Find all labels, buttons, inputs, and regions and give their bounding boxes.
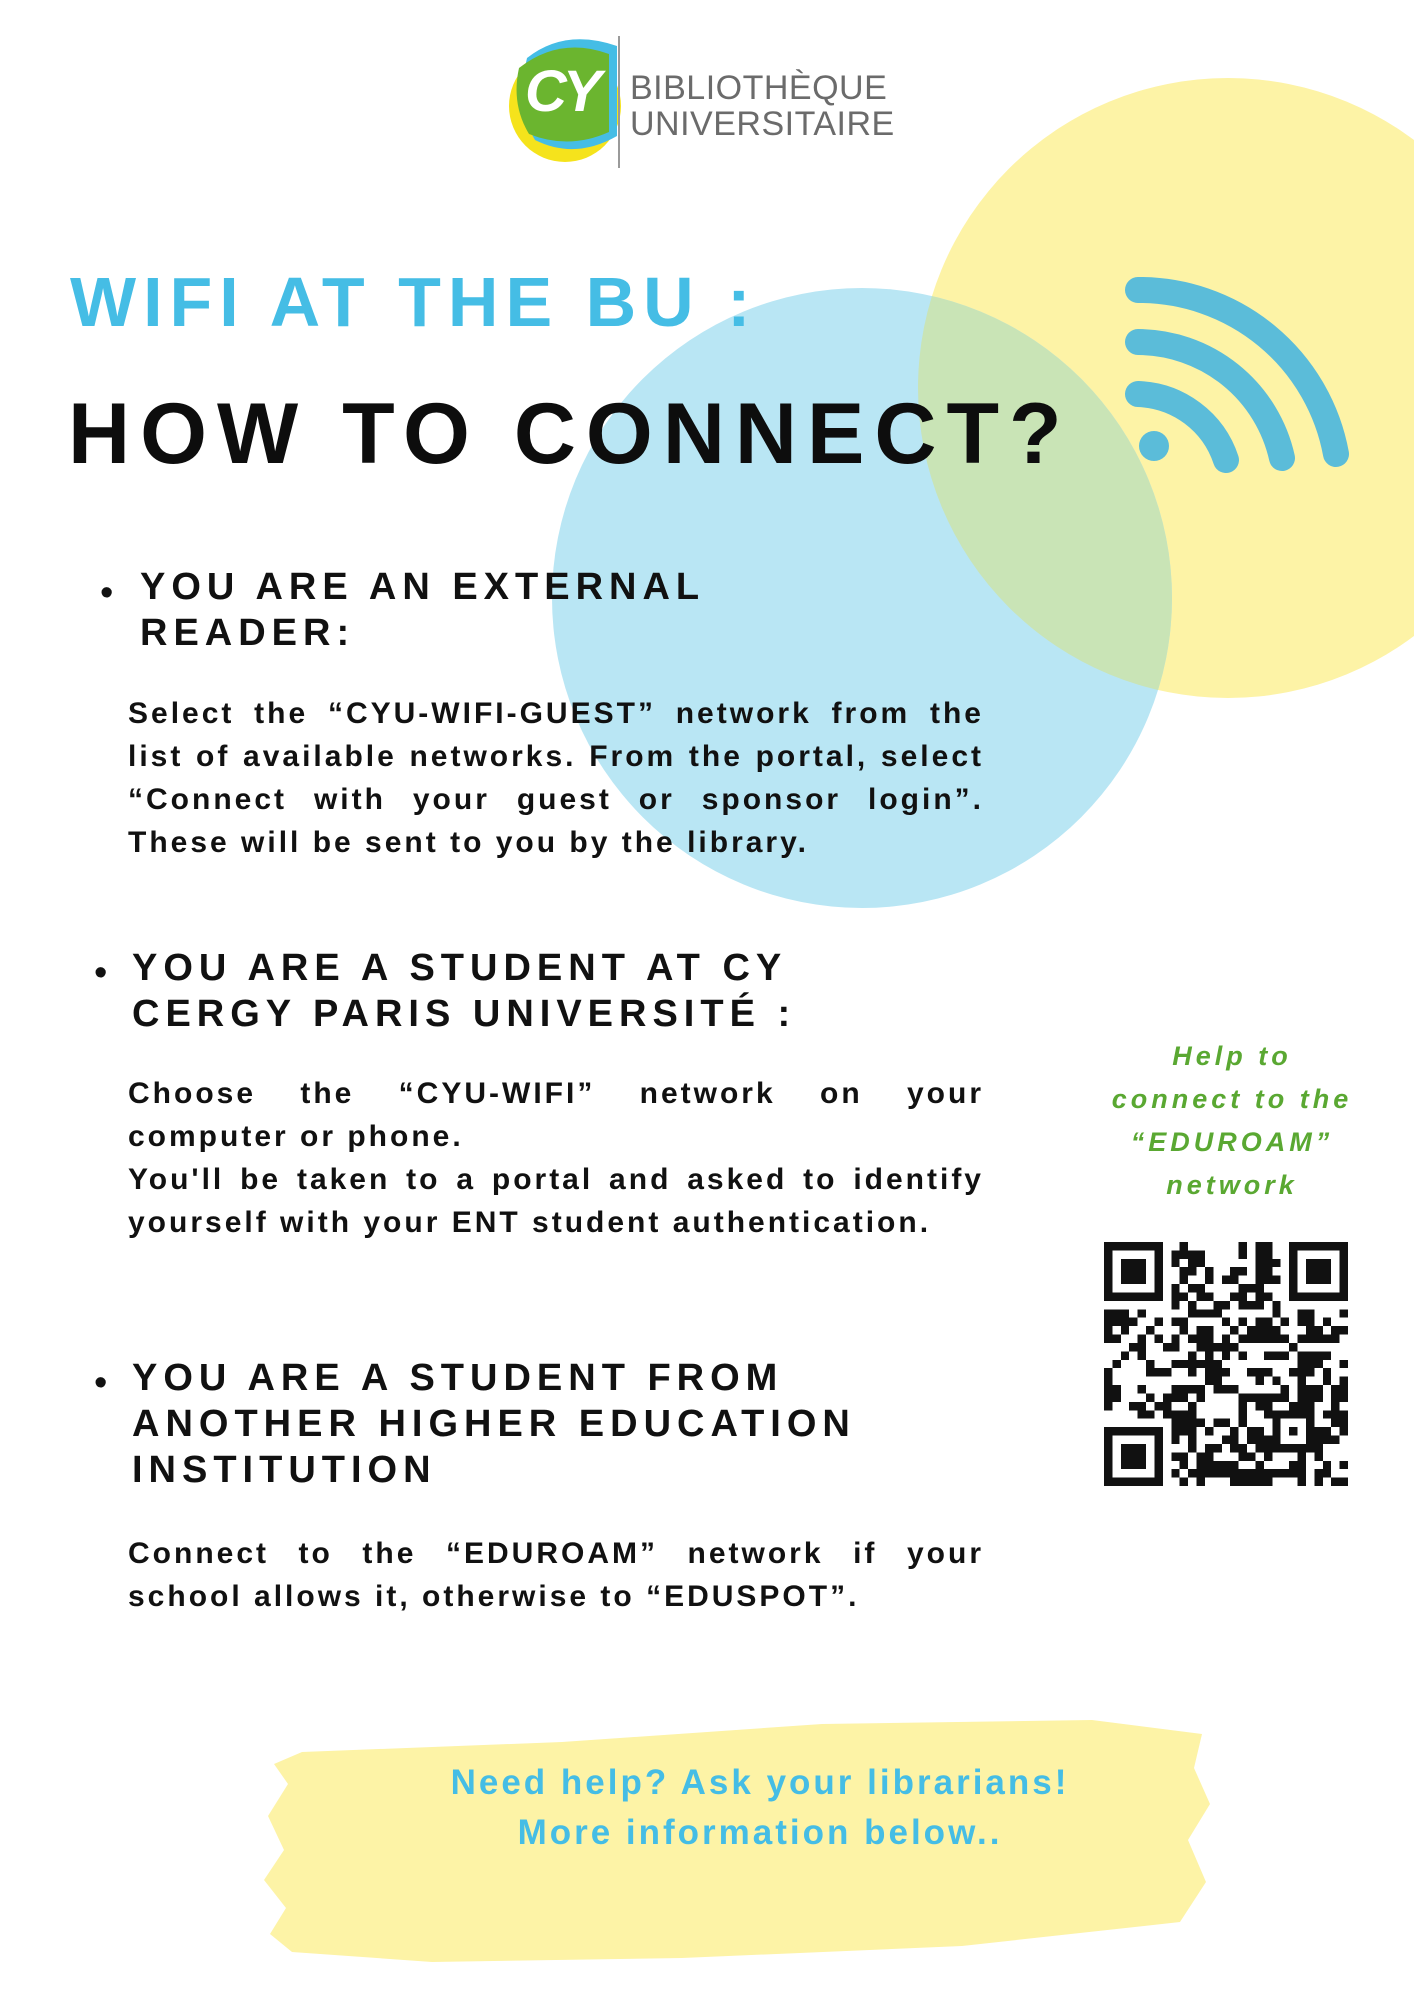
- section-2-body-p2: You'll be taken to a portal and asked to identify yourself with your ENT student authentication.: [128, 1163, 984, 1239]
- title-line-1: WIFI AT THE BU :: [70, 263, 758, 341]
- page-title: HOW TO CONNECT?: [68, 386, 1072, 482]
- logo-mark-text: CY: [525, 59, 598, 124]
- section-3-heading: YOU ARE A STUDENT FROM ANOTHER HIGHER EDUCATION INSTITUTION: [132, 1357, 856, 1491]
- logo-divider: [618, 36, 620, 168]
- logo-line-2: UNIVERSITAIRE: [630, 105, 895, 143]
- section-2-body: [128, 1072, 984, 1244]
- bullet-3: •: [94, 1362, 108, 1404]
- bullet-2: •: [94, 952, 108, 994]
- section-1-heading: YOU ARE AN EXTERNAL READER:: [140, 566, 706, 654]
- help-message: Need help? Ask your librarians! More information below..: [450, 1763, 1070, 1852]
- qr-caption: Help to connect to the “EDUROAM” network: [1111, 1041, 1353, 1200]
- logo-line-1: BIBLIOTHÈQUE: [630, 69, 888, 107]
- logo-wordmark: [630, 70, 895, 142]
- section-2-body-p1: Choose the “CYU-WIFI” network on your computer or phone.: [128, 1077, 984, 1153]
- section-1-body: Select the “CYU-WIFI-GUEST” network from the list of available networks. From the portal, select “Connect with your guest or sponsor login”. These will be sent to you by the library.: [128, 697, 984, 859]
- section-2-heading: YOU ARE A STUDENT AT CY CERGY PARIS UNIVERSITÉ :: [132, 947, 797, 1035]
- bullet-1: •: [100, 572, 114, 614]
- section-3-body: Connect to the “EDUROAM” network if your school allows it, otherwise to “EDUSPOT”.: [128, 1537, 984, 1613]
- qr-code[interactable]: [1104, 1242, 1348, 1486]
- library-logo: [505, 28, 925, 173]
- wifi-icon: [1118, 268, 1350, 476]
